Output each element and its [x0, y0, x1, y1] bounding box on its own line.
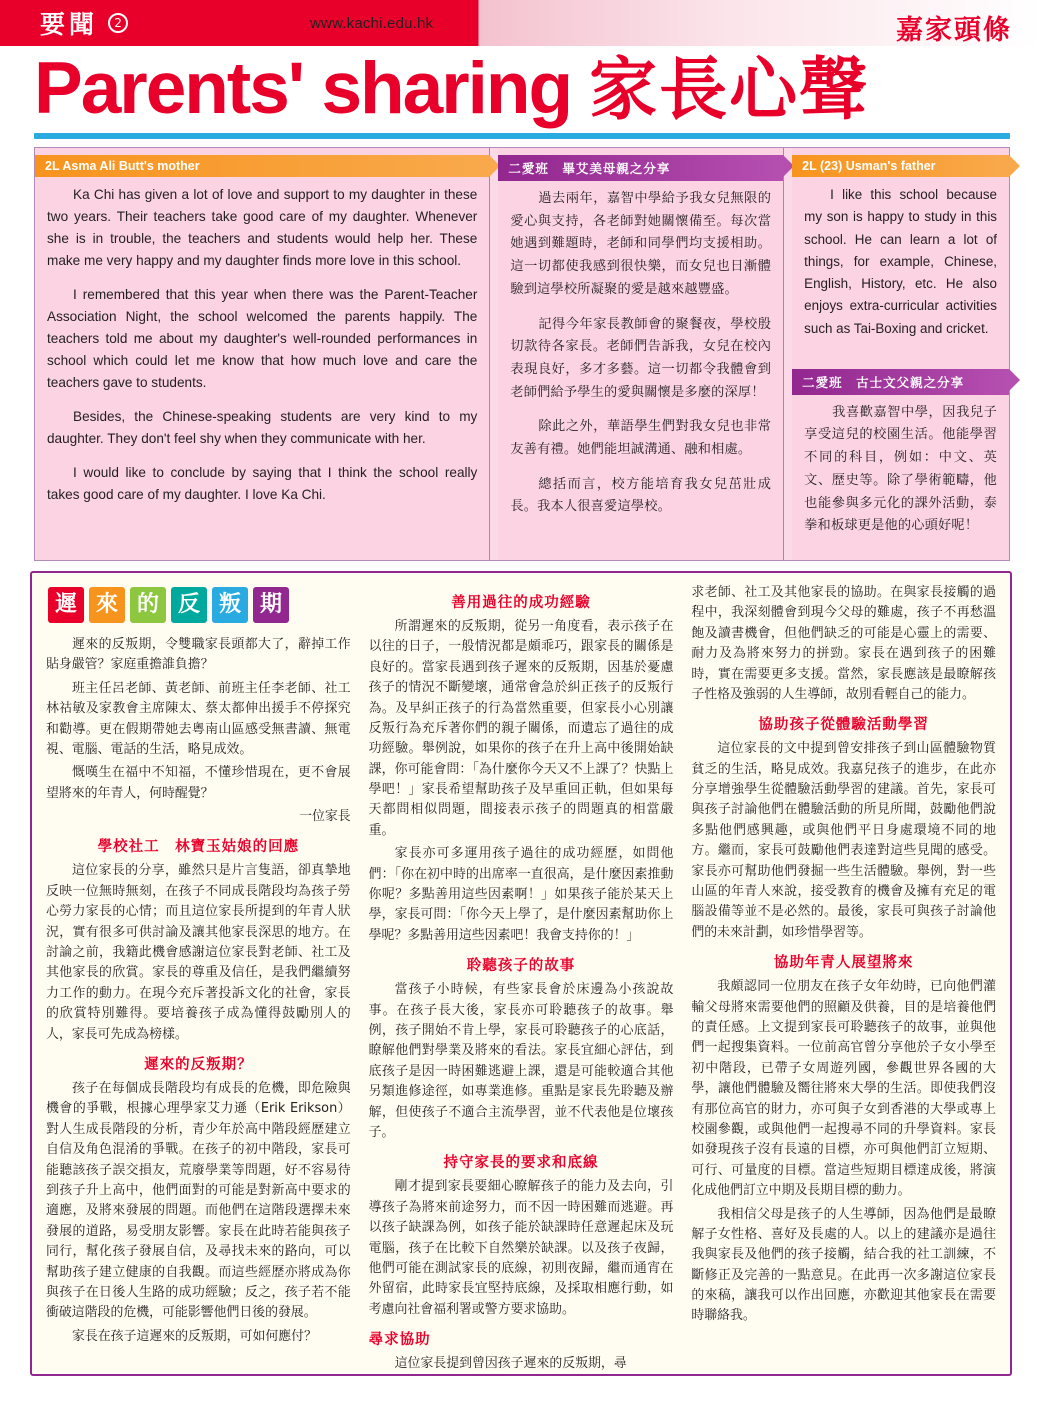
panel-asma-ali-butts-mother — [35, 148, 490, 560]
article-subheading: 學校社工 林寶玉姑娘的回應 — [97, 839, 300, 856]
article-paragraph: 慨嘆生在福中不知福，不懂珍惜現在，更不會展望將來的年青人，何時醒覺？ — [46, 765, 351, 801]
article-paragraph: 所謂遲來的反叛期，從另一角度看，表示孩子在以往的日子，一般情況都是頗乖巧，跟家長的關係是良好的。當家長遇到孩子遲來的反叛期，因基於憂慮孩子的情況不斷變壞，通常會急於糾正孩子的反叛行為。及早糾正孩子的行為當然重要，但家長小心別讓反叛行為充斥著你們的親子關係，而遺忘了過往的成功經驗。舉例說，如果你的孩子在升上高中後開始缺課，你可能會問：「為什麼你今天又不上課了？快點上學吧！」家長希望幫助孩子及早重回正軌，但如果每天都問相似問題，間接表示孩子的問題真的相當嚴重。 — [368, 618, 674, 838]
article-subheading: 尋求協助 — [368, 1332, 431, 1349]
article-title — [48, 587, 351, 623]
article-subheading: 善用過往的成功經驗 — [451, 594, 591, 611]
panel-paragraph: 總括而言，校方能培育我女兒茁壯成長。我本人很喜愛這學校。 — [510, 476, 772, 515]
panel-usmans-father — [792, 148, 1009, 560]
panel-tag: 2L (23) Usman's father — [792, 155, 1009, 177]
article-paragraph: 孩子在每個成長階段均有成長的危機，即危險與機會的爭戰，根據心理學家艾力遜（Erik Erikson）對人生成長階段的分析，青少年於高中階段經歷建立自信及角色混淆的爭戰。在孩子的初中階段，家長可能聽該孩子誤交損友，荒廢學業等問題，好不容易待到孩子升上高中，他們面對的可能是對新高中要求的適應，及將來發展的問題。而他們在這階段選擇未來發展的道路，易受朋友影響。家長在此時若能與孩子同行，幫化孩子發展自信，及尋找未來的路向，可以幫助孩子建立健康的自我觀。而這些經歷亦將成為你與孩子在日後人生路的成功經驗；反之，孩子若不能衝破這階段的危機，可能影響他們日後的發展。 — [46, 1081, 351, 1321]
article-column-1 — [46, 583, 351, 1362]
article-subheading: 持守家長的要求和底線 — [443, 1155, 599, 1172]
panel-paragraph: 除此之外，華語學生們對我女兒也非常友善有禮。她們能坦誠溝通、融和相處。 — [510, 419, 772, 458]
panel-body — [498, 188, 783, 541]
article-title-char: 來 — [89, 587, 125, 623]
panel-body-secondary — [792, 402, 1009, 560]
article-title-char: 遲 — [48, 587, 84, 623]
article-paragraph: 剛才提到家長要細心瞭解孩子的能力及去向，引導孩子為將來前途努力，而不因一時困難而逃避。再以孩子缺課為例，如孩子能於缺課時任意遲起床及玩電腦，孩子在比較下自然樂於缺課。以及孩子夜歸，他們可能在測試家長的底線，初則夜歸，繼而通宵在外留宿，此時家長宜堅持底線，及採取相應行動，如考慮向社會福利署或警方要求協助。 — [368, 1179, 674, 1317]
panel-paragraph: I remembered that this year when there was the Parent-Teacher Association Night, the school welcomed the parents happily. The teachers told me about my daughter's well-rounded performances in school which could let me know that how much love and care the teachers gave to students. — [47, 287, 478, 391]
article-paragraph: 家長在孩子這遲來的反叛期，可如何應付？ — [72, 1328, 317, 1344]
panel-paragraph: Ka Chi has given a lot of love and support to my daughter in these two years. Their teachers take good care of my daughter. Whenever she is in trouble, the teachers and students would help her. These make me very happy and my daughter finds more love in this school. — [47, 187, 478, 269]
panel-paragraph: I would like to conclude by saying that I think the school really takes good care of my daughter. I love Ka Chi. — [47, 465, 478, 503]
panel-paragraph: 我喜歡嘉智中學，因我兒子享受這兒的校園生活。他能學習不同的科目，例如：中文、英文、歷史等。除了學術範疇，他也能參與多元化的課外活動，泰拳和板球更是他的心頭好呢！ — [804, 404, 997, 534]
panel-tag: 二愛班 畢艾美母親之分享 — [498, 155, 783, 181]
panel-paragraph: I like this school because my son is happy to study in this school. He can learn a lot of things, for example, Chinese, English, History, etc. He also enjoys extra-curricular activities such as Tai-Boxing and cricket. — [804, 187, 997, 336]
article-title-char: 的 — [130, 587, 166, 623]
article-paragraph: 家長亦可多運用孩子過往的成功經歷，如問他們：「你在初中時的出席率一直很高，是什麼因素推動你呢？多點善用這些因素啊！」如果孩子能於某天上學，家長可問：「你今天上學了，是什麼因素幫助你上學呢？多點善用這些因素吧！我會支持你的！」 — [368, 846, 674, 943]
panel-paragraph: Besides, the Chinese-speaking students are very kind to my daughter. They don't feel shy when they communicate with her. — [47, 409, 478, 447]
page-title-english: Parents' sharing — [34, 48, 572, 129]
panel-bi-aimei-mother — [498, 148, 784, 560]
article-paragraph: 班主任呂老師、黃老師、前班主任李老師、社工林祜敏及家教會主席陳太、蔡太都伸出援手不停探究和勸導。更在假期帶她去粵南山區感受無書讀、無電視、電腦、電話的生活，略見成效。 — [46, 680, 351, 757]
feature-article — [30, 571, 1012, 1376]
panel-tag-secondary: 二愛班 古士文父親之分享 — [792, 369, 1009, 395]
article-paragraph: 求老師、社工及其他家長的協助。在與家長接觸的過程中，我深刻體會到現今父母的難處，孩子不再愁溫飽及讀書機會，但他們缺乏的可能是心靈上的需要、耐力及為將來努力的拼勁。家長在遇到孩子的困難時，實在需要更多支援。當然，家長應該是最瞭解孩子性格及強弱的人生導師，故別看輕自己的能力。 — [691, 584, 997, 702]
page-number-badge: 2 — [108, 13, 128, 33]
article-paragraph: 這位家長的文中提到曾安排孩子到山區體驗物質貧乏的生活，略見成效。我嘉兒孩子的進步，在此亦分享增強學生從體驗活動學習的建議。首先，家長可與孩子討論他們在體驗活動的所見所聞，鼓勵他們說多點他們感興趣，或與他們平日身處環境不同的地方。繼而，家長可鼓勵他們表達對這些見聞的感受。家長亦可幫助他們發掘一些生活體驗。舉例，對一些山區的年青人來說，接受教育的機會及擁有充足的電腦設備等並不是必然的。最後，家長可與孩子討論他們的未來計劃，如珍惜學習等。 — [691, 741, 997, 940]
article-paragraph: 這位家長的分享，雖然只是片言隻語，卻真摯地反映一位無時無刻，在孩子不同成長階段均為孩子勞心勞力家長的心情；而且這位家長所提到的年青人狀況，實有很多可供討論及讓其他家長深思的地方。在討論之前，我籍此機會感謝這位家長對老師、社工及其他家長的欣賞。家長的尊重及信任，是我們繼續努力工作的動力。在現今充斥著投訴文化的社會，家長的欣賞特別難得。要培養孩子成為懂得鼓勵別人的人，家長可先成為榜樣。 — [46, 863, 351, 1042]
panel-paragraph: 過去兩年，嘉智中學給予我女兒無限的愛心與支持，各老師對她關懷備至。每次當她遇到難題時，老師和同學們均支援相助。這一切都使我感到很快樂，而女兒也日漸體驗到這學校所凝聚的愛是越來越豐盛。 — [510, 191, 772, 297]
title-divider — [34, 133, 1010, 139]
panel-tag: 2L Asma Ali Butt's mother — [35, 155, 489, 177]
article-paragraph: 當孩子小時候，有些家長會於床邊為小孩說故事。在孩子長大後，家長亦可聆聽孩子的故事。舉例，孩子開始不肯上學，家長可聆聽孩子的心底話，瞭解他們對學業及將來的看法。家長宜細心評估，到底孩子是因一時困難逃避上課，還是可能較適合其他另類進修途徑，如專業進修。重點是家長先聆聽及辦解，但使孩子不適合主流學習，並不代表他是位壞孩子。 — [368, 982, 674, 1140]
masthead-category-block — [0, 0, 250, 46]
article-column-3 — [691, 583, 996, 1362]
masthead — [0, 0, 1040, 46]
article-title-char: 叛 — [212, 587, 248, 623]
website-url[interactable]: www.kachi.edu.hk — [310, 14, 434, 32]
article-paragraph: 這位家長提到曾因孩子遲來的反叛期，尋 — [394, 1356, 627, 1372]
panel-body — [35, 184, 489, 528]
article-title-char: 期 — [253, 587, 289, 623]
publication-brand: 嘉家頭條 — [896, 15, 1012, 46]
article-paragraph: 我頗認同一位朋友在孩子女年幼時，已向他們灌輸父母將來需要他們的照顧及供養，目的是培養他們的責任感。上文提到家長可聆聽孩子的故事，並與他們一起搜集資料。一位前高官曾分享他於子女小學至初中階段，已帶子女周遊列國，參觀世界各國的大學，讓他們體驗及嚮往將來大學的生活。即使我們沒有那位高官的財力，亦可與子女到香港的大學或專上校園參觀，或與他們一起搜尋不同的升學資料。家長如發現孩子沒有長遠的目標，亦可與他們訂立短期、可行、可量度的目標。當這些短期目標達成後，將演化成他們訂立中期及長期目標的動力。 — [691, 979, 997, 1199]
article-title-char: 反 — [171, 587, 207, 623]
article-column-2 — [368, 583, 674, 1372]
article-subheading: 協助孩子從體驗活動學習 — [758, 717, 929, 734]
page-title — [0, 46, 1040, 130]
article-paragraph: 遲來的反叛期，令雙職家長頭都大了，辭掉工作貼身嚴管？家庭重擔誰負擔？ — [46, 636, 351, 673]
article-paragraph: 我相信父母是孩子的人生導師，因為他們是最瞭解子女性格、喜好及長處的人。以上的建議亦是過往我與家長及他們的孩子接觸，結合我的社工訓練，不斷修正及完善的一點意見。在此再一次多謝這位家長的來稿，讓我可以作出回應，亦歡迎其他家長在需要時聯絡我。 — [691, 1206, 997, 1324]
article-signature: 一位家長 — [299, 809, 351, 825]
article-subheading: 聆聽孩子的故事 — [466, 958, 576, 975]
panel-body — [792, 184, 1009, 362]
parents-sharing-panels — [34, 147, 1010, 561]
masthead-category: 要聞 — [40, 10, 99, 39]
article-subheading: 遲來的反叛期？ — [144, 1057, 253, 1073]
page-title-chinese: 家長心聲 — [589, 51, 870, 130]
article-subheading: 協助年青人展望將來 — [773, 955, 914, 972]
panel-paragraph: 記得今年家長教師會的聚餐夜，學校殷切款待各家長。老師們告訴我，女兒在校內表現良好，多才多藝。這一切都令我體會到老師們給予學生的愛與關懷是多麼的深厚！ — [510, 316, 772, 400]
